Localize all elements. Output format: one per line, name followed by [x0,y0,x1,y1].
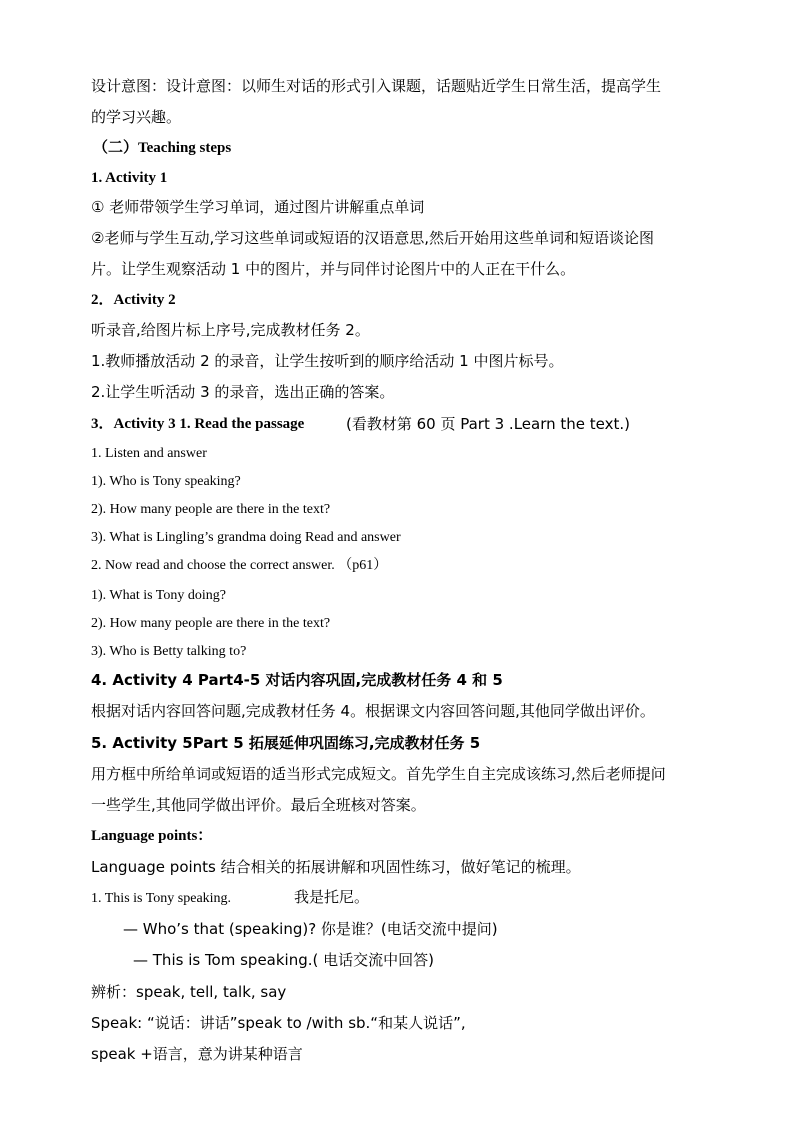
activity-3-heading: 3．Activity 3 1. Read the passage [91,416,305,432]
question-1: 1). Who is Tony speaking? [91,474,241,489]
design-intent-line-2: 的学习兴趣。 [91,108,182,126]
activity-5-desc-1: 用方框中所给单词或短语的适当形式完成短文。首先学生自主完成该练习,然后老师提问 [91,765,666,783]
activity-2-step-2: 2.让学生听活动 3 的录音，选出正确的答案。 [91,383,395,401]
speak-definition: Speak: “说话：讲话”speak to /with sb.“和某人说话”, [91,1014,466,1032]
example-1-english: 1. This is Tony speaking. [91,891,232,906]
activity-5-heading: 5. Activity 5Part 5 拓展延伸巩固练习,完成教材任务 5 [91,734,481,752]
activity-5-desc-2: 一些学生,其他同学做出评价。最后全班核对答案。 [91,796,426,814]
example-question: — Who’s that (speaking)? 你是谁？(电话交流中提问) [123,920,498,938]
activity-1-step-1: ① 老师带领学生学习单词，通过图片讲解重点单词 [91,198,425,216]
speak-language: speak +语言，意为讲某种语言 [91,1045,303,1063]
activity-2-step-1: 1.教师播放活动 2 的录音，让学生按听到的顺序给活动 1 中图片标号。 [91,352,564,370]
example-1-chinese: 我是托尼。 [294,888,370,906]
activity-4-desc: 根据对话内容回答问题,完成教材任务 4。根据课文内容回答问题,其他同学做出评价。 [91,702,655,720]
question-5: 2). How many people are there in the text? [91,616,331,631]
activity-4-heading: 4. Activity 4 Part4-5 对话内容巩固,完成教材任务 4 和 5 [91,671,503,689]
discrimination-line: 辨析：speak, tell, talk, say [91,983,287,1001]
question-4: 1). What is Tony doing? [91,588,226,603]
language-points-heading: Language points： [91,828,213,844]
activity-1-heading: 1. Activity 1 [91,170,168,186]
read-choose-item: 2. Now read and choose the correct answer. （p61） [91,558,388,573]
language-points-intro: Language points 结合相关的拓展讲解和巩固性练习，做好笔记的梳理。 [91,858,581,876]
design-intent-line-1: 设计意图：设计意图：以师生对话的形式引入课题，话题贴近学生日常生活，提高学生 [91,77,662,95]
activity-2-desc: 听录音,给图片标上序号,完成教材任务 2。 [91,321,370,339]
question-3: 3). What is Lingling’s grandma doing Read and answer [91,530,401,545]
question-2: 2). How many people are there in the text? [91,502,331,517]
listen-answer-item: 1. Listen and answer [91,446,207,461]
activity-2-heading: 2．Activity 2 [91,292,176,308]
example-answer: — This is Tom speaking.( 电话交流中回答) [133,951,434,969]
activity-3-textbook-ref: (看教材第 60 页 Part 3 .Learn the text.) [346,415,631,433]
activity-1-step-2-cont: 片。让学生观察活动 1 中的图片，并与同伴讨论图片中的人正在干什么。 [91,260,576,278]
activity-1-step-2: ②老师与学生互动,学习这些单词或短语的汉语意思,然后开始用这些单词和短语谈论图 [91,229,654,247]
section-heading-teaching-steps: （二）Teaching steps [93,140,232,156]
question-6: 3). Who is Betty talking to? [91,644,247,659]
